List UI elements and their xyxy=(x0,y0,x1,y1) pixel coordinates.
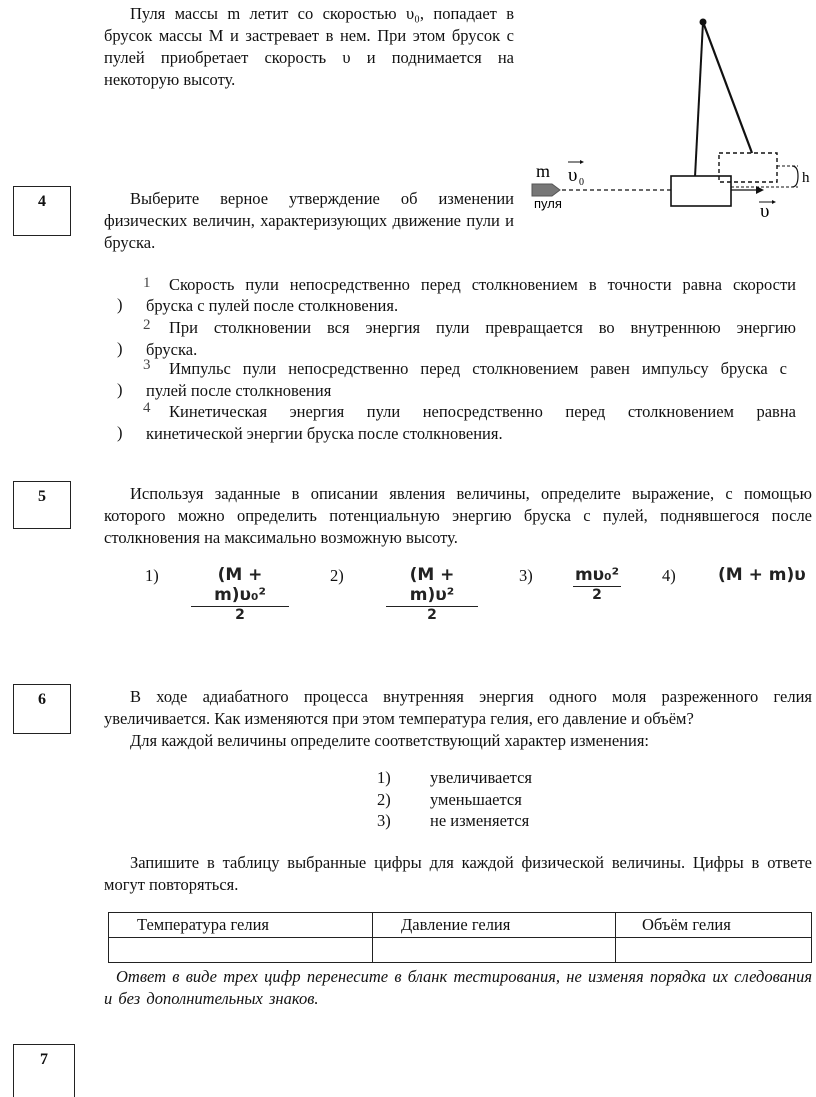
option-1-line1[interactable]: Скорость пули непосредственно перед столкновением в точности равна скорости xyxy=(169,275,796,294)
question-6-subtext: Для каждой величины определите соответствующий характер изменения: xyxy=(130,731,650,750)
option-3-line1[interactable]: Импульс пули непосредственно перед столкновением равен импульсу бруска с xyxy=(169,359,787,378)
answer-cell-volume[interactable] xyxy=(616,938,812,963)
choice-2-label: 2) xyxy=(330,566,344,585)
formula-numerator: (M + m)υ² xyxy=(409,565,455,605)
question-4-text: Выберите верное утверждение об изменении физических величин, характеризующих движение пули и бруска. xyxy=(104,189,514,252)
v-label: υ xyxy=(760,201,770,219)
option-4-line1[interactable]: Кинетическая энергия пули непосредственно перед столкновением равна xyxy=(169,402,796,421)
v0-label: υ xyxy=(568,165,578,186)
option-paren: ) xyxy=(117,423,123,442)
v0-subscript: 0 xyxy=(579,177,584,188)
table-answer-row xyxy=(109,938,812,963)
option-paren: ) xyxy=(117,380,123,399)
question-4-number: 4 xyxy=(13,186,71,236)
pendulum-string xyxy=(695,22,703,177)
bullet-label: пуля xyxy=(534,196,562,211)
list-text: уменьшается xyxy=(430,790,522,809)
choice-2-formula[interactable] xyxy=(385,565,479,623)
option-2-line1[interactable]: При столкновении вся энергия пули превращается во внутреннюю энергию xyxy=(169,318,796,337)
option-number: 4 xyxy=(143,400,151,416)
formula-expression: (M + m)υ xyxy=(718,565,806,585)
option-2-line2[interactable]: бруска. xyxy=(146,340,198,359)
block xyxy=(671,176,731,206)
choice-3-formula[interactable] xyxy=(572,565,622,603)
option-number: 2 xyxy=(143,317,151,333)
choice-4-formula[interactable] xyxy=(718,565,808,585)
choice-1-label: 1) xyxy=(145,566,159,585)
question-6-instruction: Запишите в таблицу выбранные цифры для каждой физической величины. Цифры в ответе могут повторяться. xyxy=(104,853,812,894)
question-6-text: В ходе адиабатного процесса внутренняя энергия одного моля разреженного гелия увеличивается. Как изменяются при этом температура гелия, его давление и объём? xyxy=(104,687,812,728)
answer-table xyxy=(108,912,812,963)
list-text: не изменяется xyxy=(430,811,530,830)
formula-denominator: 2 xyxy=(235,607,245,623)
list-number: 2) xyxy=(377,790,391,809)
question-5-text: Используя заданные в описании явления величины, определите выражение, с помощью которого можно определить потенциальную энергию бруска с пулей, поднявшегося после столкновения на максимально возможную высоту. xyxy=(104,484,812,547)
option-3-line2[interactable]: пулей после столкновения xyxy=(146,381,332,400)
table-header-row xyxy=(109,913,812,938)
option-paren: ) xyxy=(117,339,123,358)
list-number: 1) xyxy=(377,768,391,787)
formula-denominator: 2 xyxy=(592,587,602,603)
intro-text: Пуля массы m летит со скоростью υ₀, попадает в брусок массы M и застревает в нем. При этом брусок с пулей приобретает скорость υ и поднимается на некоторую высоту. xyxy=(104,4,514,89)
pendulum-string-raised xyxy=(703,22,752,153)
option-number: 3 xyxy=(143,357,151,373)
question-6-number: 6 xyxy=(13,684,71,734)
formula-numerator: mυ₀² xyxy=(574,565,620,585)
header-pressure: Давление гелия xyxy=(373,913,616,938)
list-number: 3) xyxy=(377,811,391,830)
height-bracket xyxy=(792,166,798,187)
formula-numerator: (M + m)υ₀² xyxy=(214,565,266,605)
choice-3-label: 3) xyxy=(519,566,533,585)
list-text: увеличивается xyxy=(430,768,533,787)
option-1-line2[interactable]: бруска с пулей после столкновения. xyxy=(146,296,399,315)
pendulum-figure xyxy=(526,14,816,219)
option-paren: ) xyxy=(117,295,123,314)
question-7-number: 7 xyxy=(13,1044,75,1097)
height-label: h xyxy=(802,170,810,186)
question-5-number: 5 xyxy=(13,481,71,529)
header-volume: Объём гелия xyxy=(616,913,812,938)
mass-label: m xyxy=(536,161,551,181)
header-temperature: Температура гелия xyxy=(109,913,373,938)
choice-4-label: 4) xyxy=(662,566,676,585)
option-4-line2[interactable]: кинетической энергии бруска после столкновения. xyxy=(146,424,503,443)
option-number: 1 xyxy=(143,275,151,291)
bullet xyxy=(532,184,560,196)
choice-1-formula[interactable] xyxy=(190,565,290,623)
formula-denominator: 2 xyxy=(427,607,437,623)
answer-cell-temperature[interactable] xyxy=(109,938,373,963)
answer-note: Ответ в виде трех цифр перенесите в бланк тестирования, не изменяя порядка их следования и без дополнительных знаков. xyxy=(104,967,812,1008)
answer-cell-pressure[interactable] xyxy=(373,938,616,963)
